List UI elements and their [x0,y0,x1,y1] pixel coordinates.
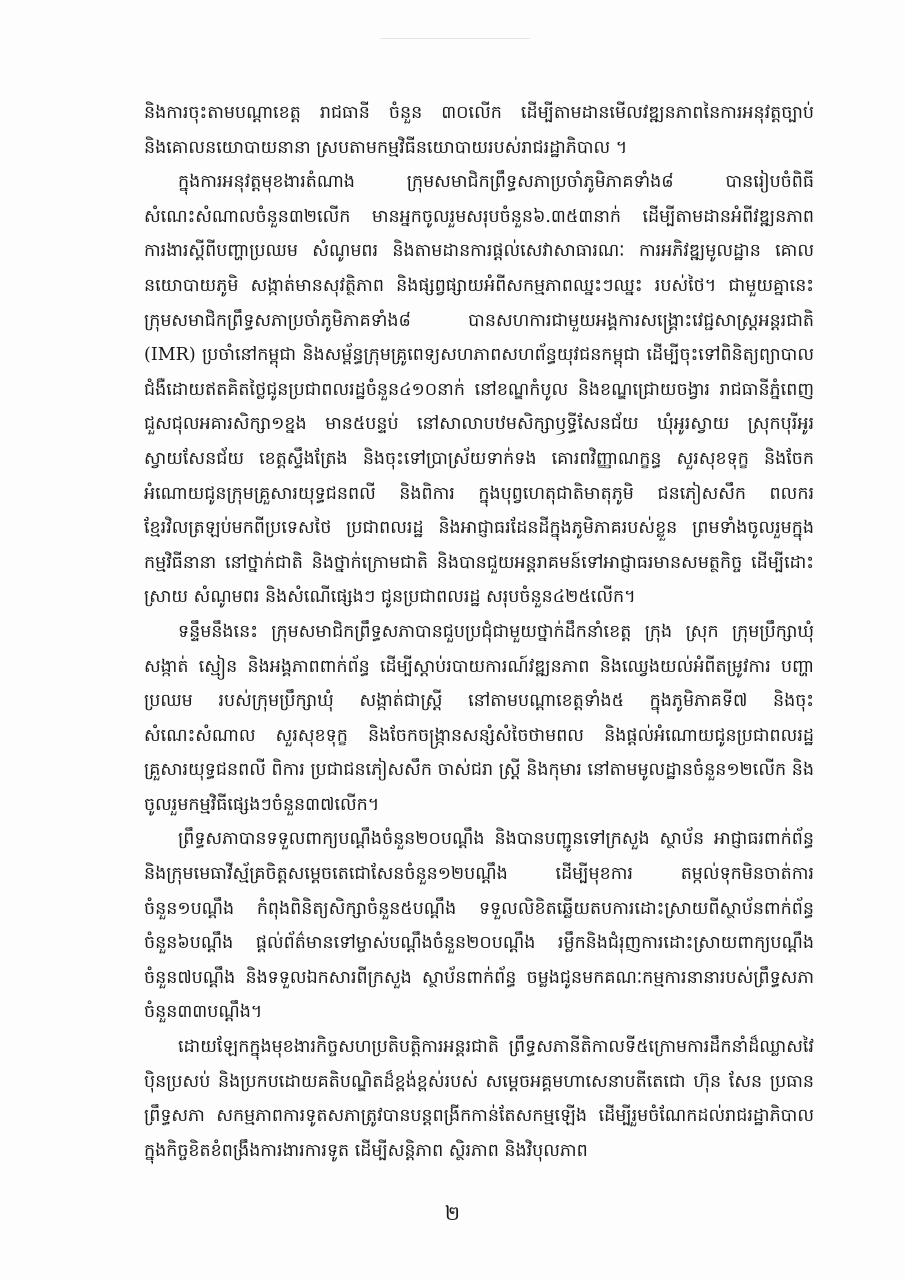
paragraph-3: ទន្ទឹមនឹងនេះ ក្រុមសមាជិកព្រឹទ្ធសភាបានជួបប្រជុំជាមួយថ្នាក់ដឹកនាំខេត្ត ក្រុង ស្រុក ក្រុមប្រឹក្សាឃុំ សង្កាត់ ស្មៀន និងអង្គភាពពាក់ព័ន្ធ ដើម្បីស្ដាប់របាយការណ៍វឌ្ឍនភាព និងឈ្វេងយល់អំពីតម្រូវការ បញ្ហាប្រឈម របស់ក្រុមប្រឹក្សាឃុំ សង្កាត់ជាស្ត្រី នៅតាមបណ្ដាខេត្តទាំង៥ ក្នុងភូមិភាគទី៧ និងចុះសំណេះសំណាល សួរសុខទុក្ខ និងចែកចង្ក្រានសន្សំសំចៃថាមពល និងផ្ដល់អំណោយជូនប្រជាពលរដ្ឋ គ្រួសារយុទ្ធជនពលី ពិការ ប្រជាជនភៀសសឹក ចាស់ជរា ស្ត្រី និងកុមារ នៅតាមមូលដ្ឋានចំនួន១២លើក និងចូលរួមកម្មវិធីផ្សេងៗចំនួន៣៧លើក។ [144,621,814,815]
page-number: ២ [444,1201,461,1225]
document-body [144,96,814,1168]
paragraph-1: និងការចុះតាមបណ្ដាខេត្ត រាជធានី ចំនួន ៣០លើក ដើម្បីតាមដានមើលវឌ្ឍនភាពនៃការអនុវត្តច្បាប់ និងគោលនយោបាយនានា ស្របតាមកម្មវិធីនយោបាយរបស់រាជរដ្ឋាភិបាល ។ [144,103,814,158]
paragraph-4: ព្រឹទ្ធសភាបានទទួលពាក្យបណ្ដឹងចំនួន២០បណ្ដឹង និងបានបញ្ជូនទៅក្រសួង ស្ថាប័ន អាជ្ញាធរពាក់ព័ន្ធ និងក្រុមមេធាវីស្ម័គ្រចិត្តសម្ដេចតេជោសែនចំនួន១២បណ្ដឹង ដើម្បីមុខការ តម្កល់ទុកមិនចាត់ការចំនួន១បណ្ដឹង កំពុងពិនិត្យសិក្សាចំនួន៥បណ្ដឹង ទទួលលិខិតឆ្លើយតបការដោះស្រាយពីស្ថាប័នពាក់ព័ន្ធចំនួន៦បណ្ដឹង ផ្ដល់ព័ត៌មានទៅម្ចាស់បណ្ដឹងចំនួន២០បណ្ដឹង រម្លឹកនិងជំរុញការដោះស្រាយពាក្យបណ្ដឹងចំនួន៧បណ្ដឹង និងទទួលឯកសារពីក្រសួង ស្ថាប័នពាក់ព័ន្ធ ចម្លងជូនមកគណៈកម្មការនានារបស់ព្រឹទ្ធសភាចំនួន៣៣បណ្ដឹង។ [144,829,814,1023]
header-rule [380,38,530,45]
paragraph-5: ដោយឡែកក្នុងមុខងារកិច្ចសហប្រតិបត្តិការអន្តរជាតិ ព្រឹទ្ធសភានីតិកាលទី៥ក្រោមការដឹកនាំដ៏ឈ្លាសវៃ ប៉ិនប្រសប់ និងប្រកបដោយគតិបណ្ឌិតដ៏ខ្ពង់ខ្ពស់របស់ សម្ដេចអគ្គមហាសេនាបតីតេជោ ហ៊ុន សែន ប្រធានព្រឹទ្ធសភា សកម្មភាពការទូតសភាត្រូវបានបន្តពង្រីកកាន់តែសកម្មឡើង ដើម្បីរួមចំណែកដល់រាជរដ្ឋាភិបាល ក្នុងកិច្ចខិតខំពង្រឹងការងារការទូត ដើម្បីសន្តិភាព ស្ថិរភាព និងវិបុលភាព [144,1037,814,1161]
paragraph-2: ក្នុងការអនុវត្តមុខងារតំណាង ក្រុមសមាជិកព្រឹទ្ធសភាប្រចាំភូមិភាគទាំង៨ បានរៀបចំពិធីសំណេះសំណាលចំនួន៣២លើក មានអ្នកចូលរួមសរុបចំនួន៦.៣៥៣នាក់ ដើម្បីតាមដានអំពីវឌ្ឍនភាពការងារស្ដីពីបញ្ហាប្រឈម សំណូមពរ និងតាមដានការផ្ដល់សេវាសាធារណៈ ការអភិវឌ្ឍមូលដ្ឋាន គោលនយោបាយភូមិ សង្កាត់មានសុវត្ថិភាព និងផ្សព្វផ្សាយអំពីសកម្មភាពឈ្នះៗឈ្នះ របស់ថៃ។ ជាមួយគ្នានេះ ក្រុមសមាជិកព្រឹទ្ធសភាប្រចាំភូមិភាគទាំង៨ បានសហការជាមួយអង្គការសង្គ្រោះវេជ្ជសាស្ត្រអន្តរជាតិ (IMR) ប្រចាំនៅកម្ពុជា និងសម្ព័ន្ធក្រុមគ្រូពេទ្យសហភាពសហព័ន្ធយុវជនកម្ពុជា ដើម្បីចុះទៅពិនិត្យព្យាបាលជំងឺដោយឥតគិតថ្លៃជូនប្រជាពលរដ្ឋចំនួន៤១០នាក់ នៅខណ្ឌកំបូល និងខណ្ឌជ្រោយចង្វារ រាជធានីភ្នំពេញ ជួសជុលអគារសិក្សា១ខ្នង មាន៥បន្ទប់ នៅសាលាបឋមសិក្សាឫទ្ធីសែនជ័យ ឃុំអូរស្វាយ ស្រុកបុរីអូរស្វាយសែនជ័យ ខេត្តស្ទឹងត្រែង និងចុះទៅប្រាស្រ័យទាក់ទង គោរពវិញ្ញាណក្ខន្ធ សួរសុខទុក្ខ និងចែកអំណោយជូនក្រុមគ្រួសារយុទ្ធជនពលី និងពិការ ក្នុងបុព្វហេតុជាតិមាតុភូមិ ជនភៀសសឹក ពលករខ្មែរវិលត្រឡប់មកពីប្រទេសថៃ ប្រជាពលរដ្ឋ និងអាជ្ញាធរដែនដីក្នុងភូមិភាគរបស់ខ្លួន ព្រមទាំងចូលរួមក្នុងកម្មវិធីនានា នៅថ្នាក់ជាតិ និងថ្នាក់ក្រោមជាតិ និងបានជួយអន្តរាគមន៍ទៅអាជ្ញាធរមានសមត្ថកិច្ច ដើម្បីដោះស្រាយ សំណូមពរ និងសំណើផ្សេងៗ ជូនប្រជាពលរដ្ឋ សរុបចំនួន៤២៥លើក។ [144,172,814,608]
